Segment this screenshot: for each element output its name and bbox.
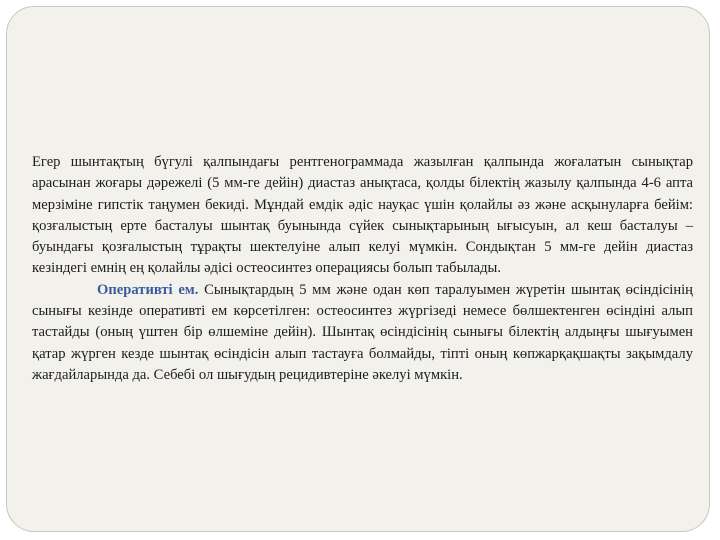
operative-treatment-text: Сынықтардың 5 мм және одан көп таралуымен жүретін шынтақ өсіндісінің сынығы кезінде оперативті ем көрсетілген: остеосинтез жүргізеді немесе бөлшектенген өсіндіні алып тастайды (оның үштен бір өлшеміне дейін). Шынтақ өсіндісінің сынығы білектің алдыңғы шығуымен қатар жүрген кезде шынтақ өсіндісін алып тастауға болмайды, тіпті оның көпжарқақшақты зақымдалу жағдайларында да. Себебі ол шығудың рецидивтеріне әкелуі мүмкін.: [32, 281, 693, 383]
paragraph-operative-treatment: [32, 280, 693, 386]
text-block: [32, 152, 693, 386]
paragraph-dislocation-fracture: Егер шынтақтың бүгулі қалпындағы рентгенограммада жазылған қалпында жоғалатын сынықтар арасынан жоғары дәрежелі (5 мм-ге дейін) диастаз анықтаса, қолды білектің жазылу қалпында 4-6 апта мерзіміне гипстік таңумен бекиді. Мұндай емдік әдіс науқас үшін қолайлы əз жəне асқынуларға бейім: қозғалыстың ерте басталуы шынтақ буынында сүйек сынықтарының ығысуын, ал кеш басталуы – буындағы қозғалыстың тұрақты шектелуіне алып келуі мүмкін. Сондықтан 5 мм-ге дейін диастаз кезіндегі емнің ең қолайлы əдісі остеосинтез операциясы болып табылады.: [32, 154, 693, 277]
slide: [6, 6, 710, 532]
operative-treatment-term: Оперативті ем.: [97, 281, 199, 298]
